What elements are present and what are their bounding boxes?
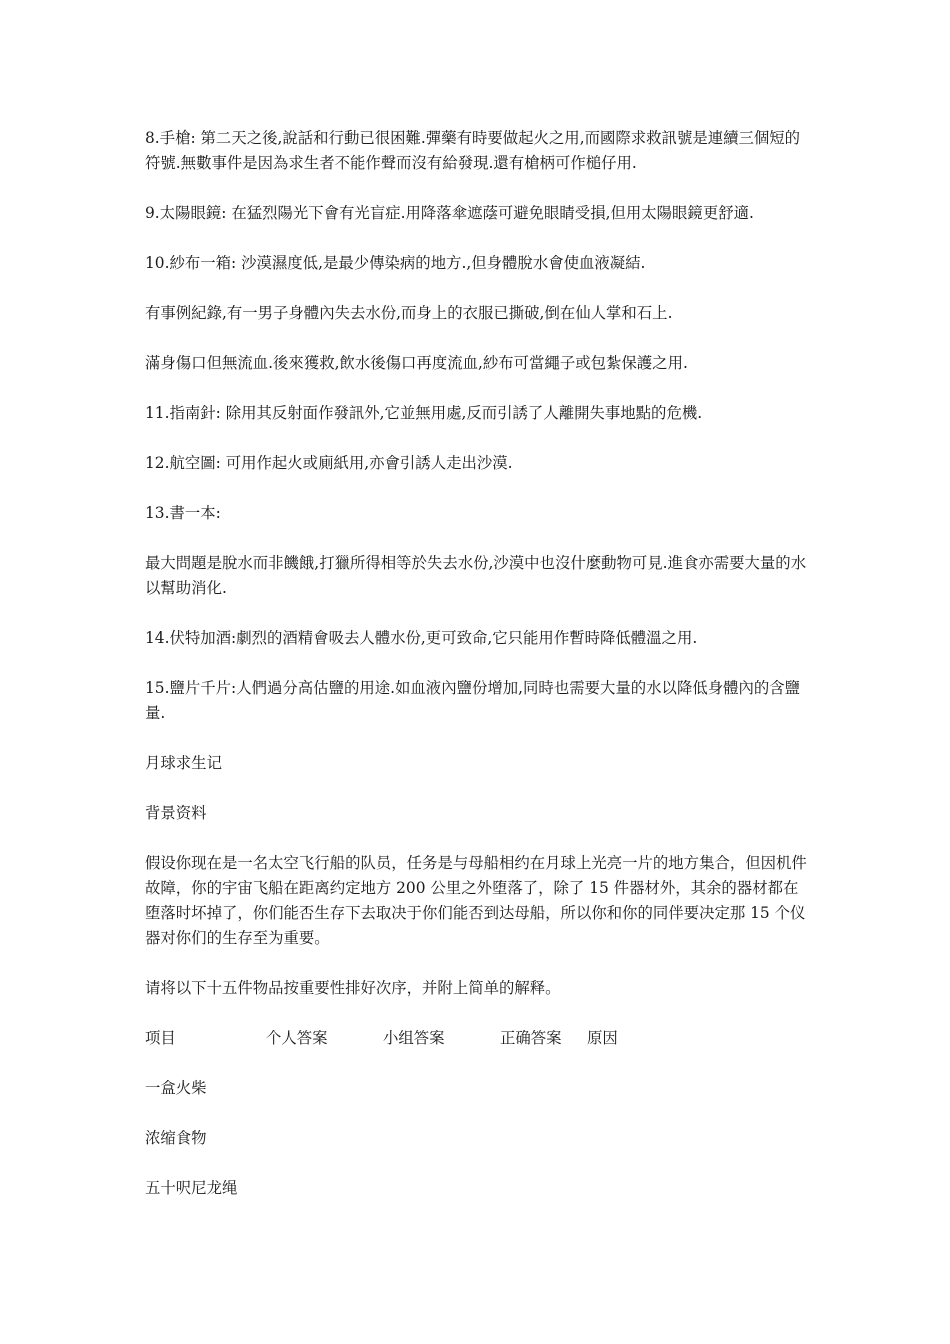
document-page <box>145 126 810 1226</box>
header-personal-answer: 个人答案 <box>266 1029 328 1047</box>
paragraph-dehydration: 最大問題是脫水而非饑餓,打獵所得相等於失去水份,沙漠中也沒什麼動物可見.進食亦需要大量的水以幫助消化. <box>145 554 807 597</box>
answer-table-header <box>145 1026 810 1051</box>
paragraph-scenario: 假设你现在是一名太空飞行船的队员，任务是与母船相约在月球上光亮一片的地方集合，但因机件故障，你的宇宙飞船在距离约定地方 200 公里之外堕落了，除了 15 件器材外，其余的器材都在堕落时坏掉了，你们能否生存下去取决于你们能否到达母船，所以你和你的同伴要决定那 15 个仪器对你们的生存至为重要。 <box>145 854 807 947</box>
paragraph-instructions: 请将以下十五件物品按重要性排好次序，并附上简单的解释。 <box>145 979 561 997</box>
list-item: 五十呎尼龙绳 <box>145 1179 238 1197</box>
paragraph-book: 13.書一本: <box>145 504 221 522</box>
list-item: 一盒火柴 <box>145 1079 207 1097</box>
paragraph-sunglasses: 9.太陽眼鏡: 在猛烈陽光下會有光盲症.用降落傘遮蔭可避免眼睛受損,但用太陽眼鏡更舒適. <box>145 204 754 222</box>
header-reason: 原因 <box>587 1029 618 1047</box>
paragraph-compass: 11.指南針: 除用其反射面作發訊外,它並無用處,反而引誘了人離開失事地點的危機. <box>145 404 703 422</box>
paragraph-salt-tablets: 15.鹽片千片:人們過分高估鹽的用途.如血液內鹽份增加,同時也需要大量的水以降低身體內的含鹽量. <box>145 679 801 722</box>
section-subtitle-background: 背景资料 <box>145 804 207 822</box>
section-title-moon-survival: 月球求生记 <box>145 754 222 772</box>
paragraph-wounds: 滿身傷口但無流血.後來獲救,飲水後傷口再度流血,紗布可當繩子或包紮保護之用. <box>145 354 688 372</box>
paragraph-air-map: 12.航空圖: 可用作起火或廁紙用,亦會引誘人走出沙漠. <box>145 454 513 472</box>
header-item: 项目 <box>145 1029 176 1047</box>
paragraph-case-record: 有事例紀錄,有一男子身體內失去水份,而身上的衣服已撕破,倒在仙人掌和石上. <box>145 304 673 322</box>
list-item: 浓缩食物 <box>145 1129 207 1147</box>
paragraph-pistol: 8.手槍: 第二天之後,說話和行動已很困難.彈藥有時要做起火之用,而國際求救訊號是連續三個短的符號.無數事件是因為求生者不能作聲而沒有給發現.還有槍柄可作槌仔用. <box>145 129 801 172</box>
paragraph-vodka: 14.伏特加酒:劇烈的酒精會吸去人體水份,更可致命,它只能用作暫時降低體溫之用. <box>145 629 698 647</box>
paragraph-gauze: 10.紗布一箱: 沙漠濕度低,是最少傳染病的地方.,但身體脫水會使血液凝結. <box>145 254 646 272</box>
header-correct-answer: 正确答案 <box>500 1029 562 1047</box>
header-group-answer: 小组答案 <box>383 1029 445 1047</box>
